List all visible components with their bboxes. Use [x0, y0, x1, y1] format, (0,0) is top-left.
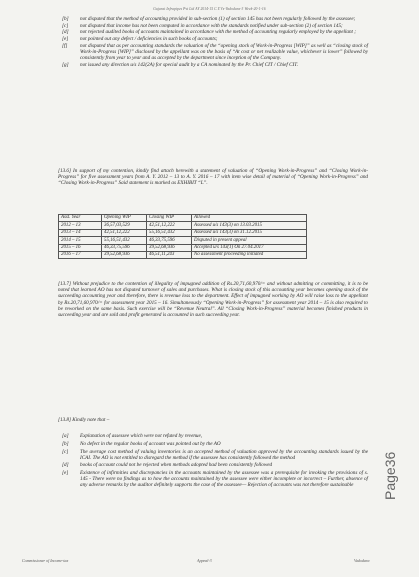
item-text: not rejected audited books of accounts maintained in accordance with the method of accounting regularly employed by the appellant ; [80, 29, 356, 36]
footer-left: Commissioner of Income-tax [22, 558, 69, 563]
item-text: Explanation of assessee which were not refuted by revenue, [80, 433, 203, 439]
table-row [59, 222, 307, 229]
list-item [58, 29, 368, 35]
table-row [59, 244, 307, 251]
item-label: [b] [62, 16, 69, 22]
table-row [59, 251, 307, 258]
column-header: Allowed [192, 215, 307, 222]
table-row [59, 237, 307, 244]
table-cell: 2013 – 14 [59, 229, 102, 236]
footer-right: Vadodara [354, 558, 370, 563]
list-item [58, 62, 368, 68]
column-header: Asst. Year [59, 215, 102, 222]
table-cell: 36,57,03,529 [102, 222, 147, 229]
item-label: [d] [62, 462, 69, 469]
list-item [58, 23, 368, 29]
table-cell: 39,52,68,936 [147, 244, 192, 251]
notes-list [58, 433, 368, 490]
table-cell: 46,33,75,596 [147, 237, 192, 244]
paragraph-13-6: [13.6] In support of my contention, kindly find attach herewith a statement of valuation of “Opening Work-in-Progress” and “Closing Work-in-Progress” for five assessment years from A. Y. 2012 – 13 to A. Y. 2016 – 17 with item wise detail of material of “Opening Work-in-Progress” and “Closing Work-in-Progress” Said statement is marked as EXHIBIT “L”. [58, 168, 368, 187]
item-text: Existence of infirmities and discrepancies in the accounts maintained by the assessee was a prerequisite for invoking the provisions of s. 145 - There were no findings as to how the accounts maintained by the assessee were either incomplete or incorrect – Further, absence of any adverse remarks by the auditor definitely supports the case of the assessee— Rejection of accounts was not therefore sustainable [80, 470, 368, 489]
table-cell: 55,16,51,432 [102, 237, 147, 244]
item-label: [c] [62, 22, 69, 29]
item-text: books of account could not be rejected when methods adopted had been consistently followed [80, 462, 273, 469]
item-label: [e] [62, 470, 69, 477]
list-item [58, 470, 368, 488]
column-header: Opening WIP [102, 215, 147, 222]
objection-list [58, 16, 368, 68]
list-item [58, 433, 368, 439]
table-cell: 46,33,75,596 [102, 244, 147, 251]
item-text: not disputed that as per accounting standards the valuation of the “opening stock of Work-in-Progress [WIP]” as well as “closing stock of Work-in-Progress [WIP]” disclosed by the appellant was on the basis of “At cost or net realizable value, whichever is lower” followed by consistently from year to year and as accepted by the department since inception of the Company. [80, 42, 368, 61]
table-cell: 46,51,11,243 [147, 251, 192, 258]
table-cell: Assessed u/s 143(3) on 13.03.2015 [192, 222, 307, 229]
item-label: [b] [62, 440, 69, 447]
table-cell: 55,16,51,432 [147, 229, 192, 236]
wip-table [58, 214, 307, 259]
item-text: The average cost method of valuing inventories is an accepted method of valuation approved by the accounting standards issued by the ICAI. The AO is not entitled to disregard the method if the assessee has consistently followed the method [80, 448, 368, 461]
list-item [58, 43, 368, 61]
table-cell: Disputed in present appeal [192, 237, 307, 244]
list-item [58, 462, 368, 468]
table-cell: Accepted u/s 143(1) On 27.04.2017 [192, 244, 307, 251]
item-label: [e] [62, 36, 69, 43]
list-item [58, 16, 368, 22]
item-label: [d] [62, 29, 69, 36]
page-header: Gujarat Infrapipes Pvt Ltd AY 2014-15 C.Y.Vs-Vadodara-3 Week-20-1-16 [153, 7, 266, 11]
item-text: not disputed that income has not been computed in accordance with the standards notified under sub-section (2) of section 145; [80, 22, 343, 29]
item-label: [c] [62, 448, 69, 455]
list-item [58, 449, 368, 461]
table-cell: 2015 – 16 [59, 244, 102, 251]
list-item [58, 36, 368, 42]
item-text: not issued any direction u/s 142(2A) for special audit by a CA nominated by the Pr. Chief CIT / Chief CIT. [80, 61, 298, 68]
list-item [58, 441, 368, 447]
table-cell: Assessed u/s 143(3) on 31.12.2015 [192, 229, 307, 236]
footer-center: Appeal-3 [197, 558, 212, 563]
table-cell: 39,52,68,936 [102, 251, 147, 258]
item-label: [a] [62, 433, 69, 439]
table-header-row [59, 215, 307, 222]
page-number: Page36 [382, 451, 398, 500]
table-cell: 2012 – 13 [59, 222, 102, 229]
item-text: No defect in the regular books of account was pointed out by the AO [80, 440, 221, 447]
table-cell: 2016 – 17 [59, 251, 102, 258]
item-text: not disputed that the method of accounting provided in sub-section (1) of section 145 has not been regularly followed by the assessee; [80, 16, 356, 22]
table-cell: 42,51,12,222 [102, 229, 147, 236]
table-cell: No assessment proceeding initiated [192, 251, 307, 258]
column-header: Closing WIP [147, 215, 192, 222]
paragraph-13-8: [13.8] Kindly note that – [58, 417, 110, 423]
item-label: [f] [62, 42, 68, 49]
item-label: [g] [62, 61, 69, 68]
paragraph-13-7: [13.7] Without prejudice to the contention of illegality of impugned addition of Rs.20,71,60,970/= and without admitting or committing, it is to be noted that learned AO has not disputed turnover of sales and purchases. What is closing stock of this accounting year becomes opening stock of the succeeding accounting year and therefore, there is revenue loss to the department. Effect of impugned working by AO will raise loss to the appellant by Rs.20,71,60,970/= for assessment year 2015 – 16. Simultaneously “Opening Work-in-Progress” for assessment year 2014 – 15 is also required to be reworked on the same basis. Such exercise will be “Revenue Neutral”. All “Closing Work-in-Progress” material becomes finished products in succeeding year and are sold and profit generated is accounted in such succeeding year. [58, 281, 368, 319]
item-text: not pointed out any defect / deficiencies in such books of accounts; [80, 36, 218, 43]
table-cell: 42,51,12,222 [147, 222, 192, 229]
table-row [59, 229, 307, 236]
table-cell: 2014 – 15 [59, 237, 102, 244]
